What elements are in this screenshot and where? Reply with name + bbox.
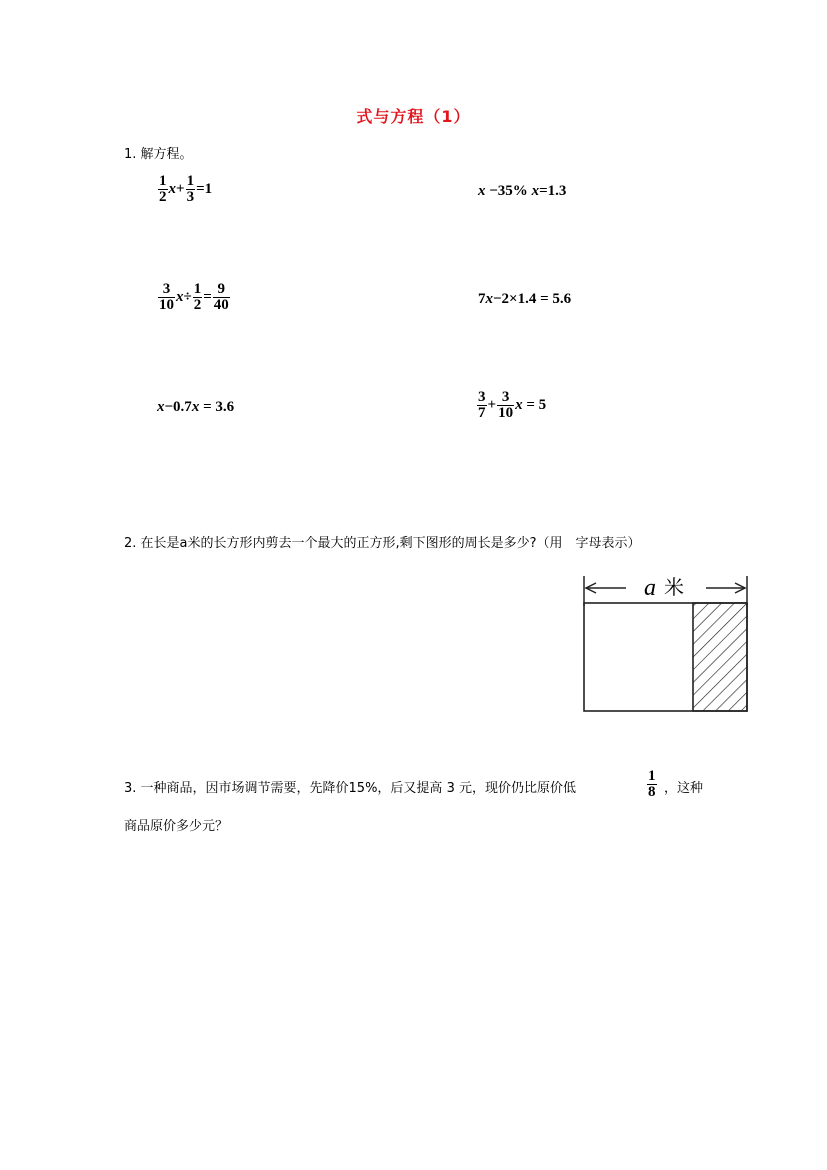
denominator: 40 — [213, 297, 229, 313]
equation-term: 7 — [478, 291, 486, 307]
numerator: 1 — [159, 173, 167, 189]
equation-term: −35% — [485, 183, 528, 199]
question-2-text: 2. 在长是a米的长方形内剪去一个最大的正方形,剩下图形的周长是多少?（用 字母表示） — [124, 536, 641, 551]
dimension-label-variable: a — [644, 575, 656, 601]
question-3-text-end: ，这种 — [664, 781, 704, 796]
operator: ÷ — [183, 289, 192, 305]
fraction — [158, 174, 168, 205]
denominator: 10 — [159, 297, 174, 313]
numerator: 3 — [162, 281, 171, 297]
numerator: 1 — [186, 173, 195, 189]
numerator: 9 — [217, 281, 226, 297]
fraction — [158, 282, 175, 313]
operator: + — [176, 181, 185, 197]
question-1-text: 1. 解方程。 — [124, 147, 193, 162]
denominator: 3 — [186, 189, 195, 205]
denominator: 2 — [193, 297, 202, 313]
fraction — [193, 282, 203, 313]
fraction — [647, 769, 657, 800]
variable-x: x — [168, 181, 176, 197]
denominator: 8 — [648, 784, 656, 800]
variable-x: x — [515, 397, 523, 413]
question-3-text-line2: 商品原价多少元？ — [124, 819, 229, 834]
fraction — [477, 390, 487, 421]
page-title: 式与方程（1） — [356, 107, 471, 126]
equation-rhs: =1 — [196, 181, 213, 197]
equation-rhs: = 5 — [522, 397, 547, 413]
question-3-text: 3. 一种商品，因市场调节需要，先降价15%，后又提高 3 元，现价仍比原价低 — [124, 781, 576, 796]
equation-5 — [157, 399, 234, 416]
equation-rhs: =1.3 — [539, 183, 567, 199]
numerator: 1 — [193, 281, 202, 297]
numerator: 1 — [648, 768, 656, 784]
fraction — [497, 390, 514, 421]
variable-x: x — [157, 399, 165, 415]
question-3-fraction — [646, 769, 658, 800]
dimension-label-unit: 米 — [664, 575, 684, 599]
equation-3 — [157, 282, 231, 313]
denominator: 7 — [478, 405, 486, 421]
denominator: 10 — [498, 405, 514, 421]
shaded-strip — [693, 603, 747, 711]
variable-x: x — [191, 399, 200, 415]
numerator: 3 — [501, 389, 510, 405]
equation-4 — [478, 291, 571, 308]
equation-term: −2×1.4 = 5.6 — [493, 291, 572, 307]
denominator: 2 — [159, 189, 167, 205]
variable-x: x — [478, 183, 486, 199]
variable-x: x — [485, 291, 493, 307]
numerator: 3 — [478, 389, 486, 405]
equation-term: −0.7 — [164, 399, 192, 415]
equals-sign: = — [203, 289, 212, 305]
equation-rhs: = 3.6 — [199, 399, 235, 415]
rectangle-figure — [578, 568, 754, 718]
fraction — [186, 174, 196, 205]
operator: + — [487, 397, 497, 413]
fraction — [213, 282, 230, 313]
equation-1 — [157, 174, 212, 205]
equation-2 — [478, 183, 566, 200]
variable-x: x — [527, 183, 540, 199]
equation-6 — [476, 390, 546, 421]
variable-x: x — [176, 289, 184, 305]
